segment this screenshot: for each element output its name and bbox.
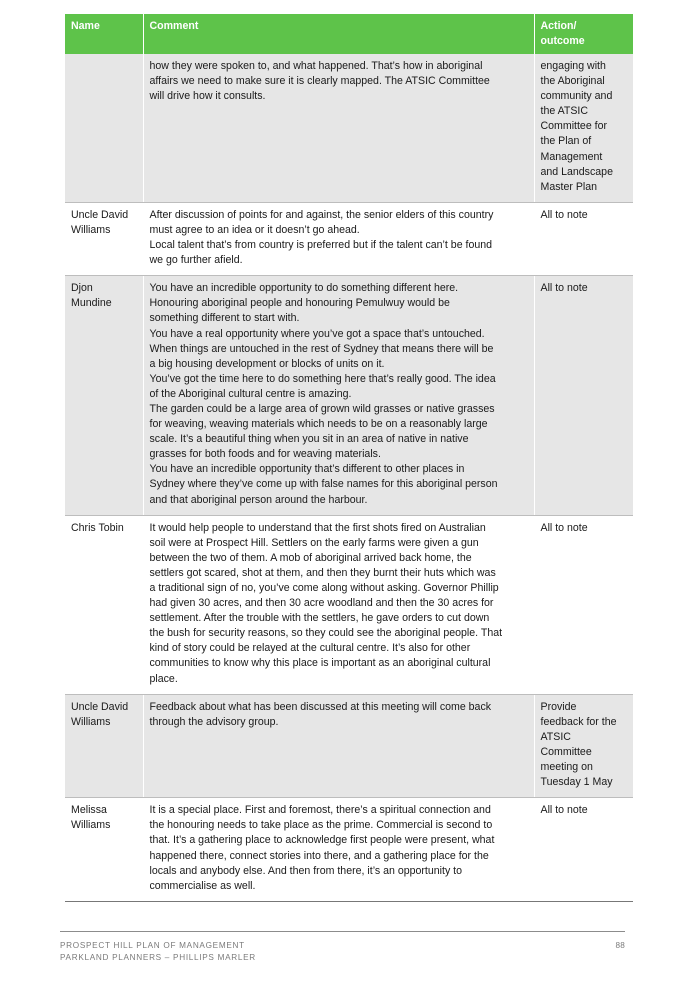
comment-text-line: something different to start with. — [149, 312, 300, 325]
header-action — [534, 14, 633, 54]
cell-name — [65, 694, 143, 798]
action-text-line: ATSIC — [540, 730, 571, 743]
comment-text-line: that. It’s a gathering place to acknowledge first people were present, what — [149, 834, 495, 847]
action-text-line: Committee for — [540, 120, 608, 133]
table-row — [65, 202, 633, 275]
table-row — [65, 694, 633, 798]
comment-text-line: communities to know why this place is important as an aboriginal cultural — [149, 657, 491, 670]
cell-action — [534, 276, 633, 515]
comment-text-line: affairs we need to make sure it is clearly mapped. The ATSIC Committee — [149, 75, 490, 88]
comment-text-line: You have an incredible opportunity that’s different to other places in — [149, 463, 465, 476]
table-header-row — [65, 14, 633, 54]
header-name: Name — [65, 14, 143, 54]
comment-text-line: we go further afield. — [149, 254, 243, 267]
cell-name — [65, 276, 143, 515]
action-text-line: feedback for the — [540, 715, 617, 728]
table-row — [65, 54, 633, 202]
action-text-line: Master Plan — [540, 180, 598, 193]
comment-text-line: settlement. After the trouble with the settlers, he gave orders to cut down — [149, 612, 490, 625]
comment-text-line: Local talent that’s from country is preferred but if the talent can’t be found — [149, 239, 493, 252]
footer-authors: PARKLAND PLANNERS – PHILLIPS MARLER — [60, 953, 256, 962]
table-row — [65, 798, 633, 902]
page-footer — [60, 931, 625, 964]
comment-text-line: When things are untouched in the rest of Sydney that means there will be — [149, 342, 494, 355]
comment-text-line: scale. It’s a beautiful thing when you sit in an area of native in native — [149, 433, 469, 446]
comment-text-line: It would help people to understand that the first shots fired on Australian — [149, 521, 486, 534]
name-text-line: Williams — [71, 819, 111, 832]
consultation-table — [65, 14, 633, 902]
action-text-line: the ATSIC — [540, 105, 588, 118]
comment-text-line: through the advisory group. — [149, 715, 279, 728]
comment-text-line: had given 30 acres, and then 30 acre woodland and then the 30 acres for — [149, 597, 494, 610]
comment-text-line: You’ve got the time here to do something here that’s really good. The idea — [149, 372, 496, 385]
name-text-line: Williams — [71, 223, 111, 236]
name-text-line: Chris Tobin — [71, 521, 124, 534]
cell-action — [534, 54, 633, 202]
comment-text-line: and that aboriginal person around the harbour. — [149, 493, 368, 506]
action-text-line: and Landscape — [540, 165, 613, 178]
comment-text-line: how they were spoken to, and what happened. That’s how in aboriginal — [149, 60, 483, 72]
action-text-line: meeting on — [540, 761, 593, 774]
action-text-line: All to note — [540, 521, 588, 534]
comment-text-line: Honouring aboriginal people and honouring Pemulwuy would be — [149, 297, 450, 310]
action-text-line: All to note — [540, 208, 588, 221]
name-text-line: Mundine — [71, 297, 112, 310]
cell-comment — [143, 202, 534, 275]
comment-text-line: of the Aboriginal cultural centre is amazing. — [149, 387, 352, 400]
header-action-line: Action/ — [540, 20, 577, 32]
action-text-line: Tuesday 1 May — [540, 776, 613, 789]
name-text-line: Uncle David — [71, 208, 129, 221]
cell-name — [65, 515, 143, 694]
footer-document-title: PROSPECT HILL PLAN OF MANAGEMENT — [60, 941, 245, 950]
action-text-line: community and — [540, 90, 613, 103]
comment-text-line: between the two of them. A mob of aboriginal arrived back home, the — [149, 551, 472, 564]
comment-text-line: will drive how it consults. — [149, 90, 266, 103]
comment-text-line: It is a special place. First and foremost, there’s a spiritual connection and — [149, 804, 491, 817]
action-text-line: All to note — [540, 804, 588, 817]
cell-name — [65, 202, 143, 275]
comment-text-line: commercialise as well. — [149, 879, 256, 892]
comment-text-line: a traditional sign of no, you’ve come along without asking. Governor Phillip — [149, 582, 499, 594]
table-row — [65, 276, 633, 515]
comment-text-line: settlers got scared, shot at them, and then they burnt their huts which was — [149, 566, 496, 579]
comment-text-line: Sydney where they’ve come up with false names for this aboriginal person — [149, 478, 498, 491]
comment-text-line: soil were at Prospect Hill. Settlers on the early farms were given a gun — [149, 536, 479, 549]
action-text-line: Committee — [540, 745, 592, 758]
comment-text-line: locals and anybody else. And then from there, it’s an opportunity to — [149, 864, 463, 877]
cell-comment — [143, 694, 534, 798]
name-text-line: Williams — [71, 715, 111, 728]
table-row — [65, 515, 633, 694]
comment-text-line: kind of story could be relayed at the cultural centre. It’s also for other — [149, 642, 471, 655]
comment-text-line: After discussion of points for and against, the senior elders of this country — [149, 208, 494, 221]
name-text-line: Melissa — [71, 804, 107, 817]
cell-comment — [143, 276, 534, 515]
header-comment: Comment — [143, 14, 534, 54]
cell-comment — [143, 54, 534, 202]
comment-text-line: for weaving, weaving materials which needs to be on a reasonably large — [149, 418, 488, 431]
action-text-line: the Plan of — [540, 135, 592, 148]
page-number: 88 — [615, 941, 625, 950]
comment-text-line: You have an incredible opportunity to do something different here. — [149, 282, 459, 295]
comment-text-line: a big housing development or blocks of units on it. — [149, 357, 385, 370]
cell-action — [534, 694, 633, 798]
comment-text-line: must agree to an idea or it doesn’t go ahead. — [149, 223, 360, 236]
header-action-line: outcome — [540, 35, 585, 48]
cell-action — [534, 515, 633, 694]
action-text-line: All to note — [540, 282, 588, 295]
cell-comment — [143, 798, 534, 902]
comment-text-line: Feedback about what has been discussed at this meeting will come back — [149, 700, 492, 713]
name-text-line: Djon — [71, 282, 93, 295]
comment-text-line: the honouring needs to take place as the prime. Commercial is second to — [149, 819, 493, 832]
comment-text-line: You have a real opportunity where you’ve got a space that’s untouched. — [149, 327, 485, 340]
action-text-line: the Aboriginal — [540, 75, 605, 88]
cell-action — [534, 202, 633, 275]
comment-text-line: place. — [149, 672, 178, 685]
name-text-line: Uncle David — [71, 700, 129, 713]
comment-text-line: happened there, connect stories into there, and a gathering place for the — [149, 849, 489, 862]
cell-action — [534, 798, 633, 902]
action-text-line: Provide — [540, 700, 577, 713]
comment-text-line: the bush for security reasons, so they could see the aboriginal people. That — [149, 627, 503, 640]
comment-text-line: grasses for both foods and for weaving materials. — [149, 448, 381, 461]
action-text-line: engaging with — [540, 60, 606, 72]
action-text-line: Management — [540, 150, 603, 163]
comment-text-line: The garden could be a large area of grown wild grasses or native grasses — [149, 402, 495, 415]
cell-comment — [143, 515, 534, 694]
cell-name — [65, 54, 143, 202]
cell-name — [65, 798, 143, 902]
